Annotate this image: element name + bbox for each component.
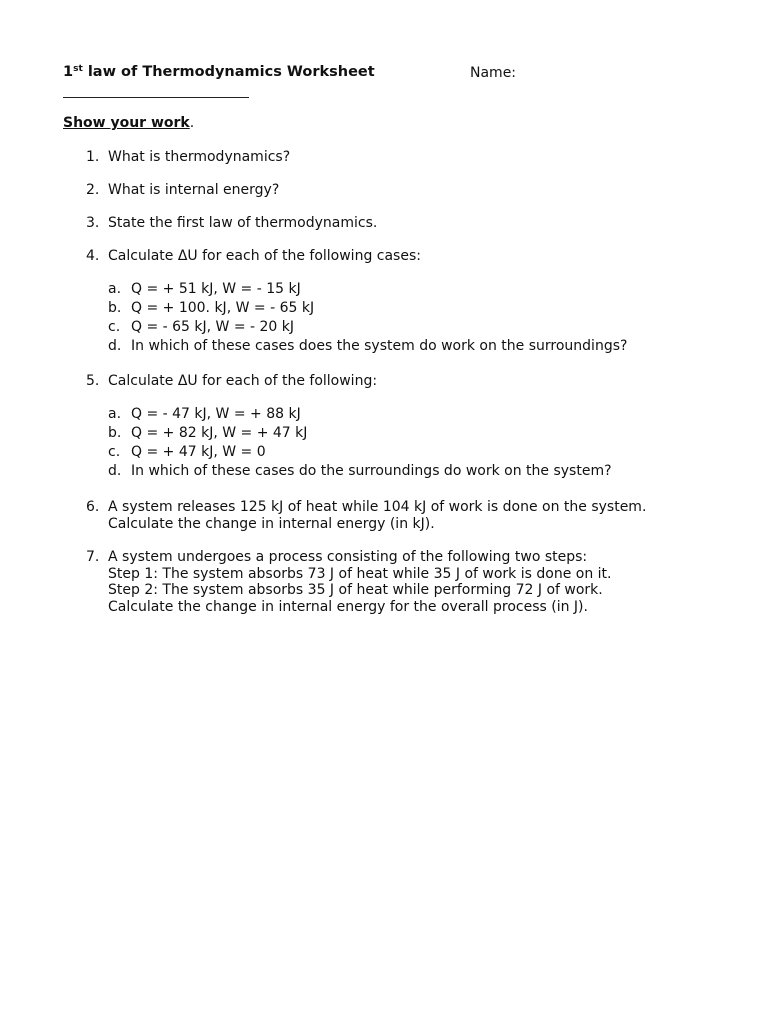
- question-number: 1.: [86, 149, 100, 165]
- question-line: Step 2: The system absorbs 35 J of heat while performing 72 J of work.: [108, 582, 603, 598]
- question-line: A system releases 125 kJ of heat while 104 kJ of work is done on the system.: [108, 499, 647, 515]
- part-text: Q = + 100. kJ, W = - 65 kJ: [131, 300, 315, 316]
- question-line: Calculate the change in internal energy for the overall process (in J).: [108, 598, 588, 615]
- part-text: Q = - 65 kJ, W = - 20 kJ: [131, 319, 295, 335]
- question-text: What is thermodynamics?: [108, 149, 291, 165]
- part-letter: b.: [108, 300, 122, 316]
- question-text: [108, 499, 646, 532]
- question-text: State the first law of thermodynamics.: [108, 215, 378, 231]
- question-text: Calculate ΔU for each of the following:: [108, 373, 378, 389]
- question-line: Calculate the change in internal energy (in kJ).: [108, 515, 435, 532]
- question-line: Step 1: The system absorbs 73 J of heat while 35 J of work is done on it.: [108, 565, 612, 582]
- question-number: 6.: [86, 499, 100, 515]
- title-superscript: st: [73, 64, 83, 74]
- question-line: A system undergoes a process consisting of the following two steps:: [108, 549, 588, 565]
- header: [63, 64, 703, 86]
- question-text: Calculate ΔU for each of the following cases:: [108, 248, 421, 264]
- part-letter: a.: [108, 406, 122, 422]
- name-label: Name:: [470, 65, 517, 81]
- part-letter: b.: [108, 425, 122, 441]
- question-number: 2.: [86, 182, 100, 198]
- page-title: [63, 64, 375, 80]
- part-letter: c.: [108, 444, 121, 460]
- title-rest: law of Thermodynamics Worksheet: [82, 64, 375, 80]
- title-prefix: 1: [63, 64, 74, 80]
- question-number: 5.: [86, 373, 100, 389]
- part-text: In which of these cases does the system do work on the surroundings?: [131, 338, 628, 354]
- part-text: Q = - 47 kJ, W = + 88 kJ: [131, 406, 301, 422]
- part-letter: a.: [108, 281, 122, 297]
- instruction-tail: .: [189, 115, 195, 131]
- name-blank-line: [63, 97, 249, 98]
- part-text: Q = + 82 kJ, W = + 47 kJ: [131, 425, 308, 441]
- part-letter: c.: [108, 319, 121, 335]
- question-text: [108, 549, 611, 615]
- question-text: What is internal energy?: [108, 182, 280, 198]
- instruction: [63, 115, 194, 131]
- question-number: 4.: [86, 248, 100, 264]
- instruction-bold: Show your work: [63, 115, 190, 131]
- part-letter: d.: [108, 338, 122, 354]
- part-text: Q = + 47 kJ, W = 0: [131, 444, 266, 460]
- part-letter: d.: [108, 463, 122, 479]
- question-number: 7.: [86, 549, 100, 565]
- part-text: In which of these cases do the surroundings do work on the system?: [131, 463, 612, 479]
- question-number: 3.: [86, 215, 100, 231]
- part-text: Q = + 51 kJ, W = - 15 kJ: [131, 281, 301, 297]
